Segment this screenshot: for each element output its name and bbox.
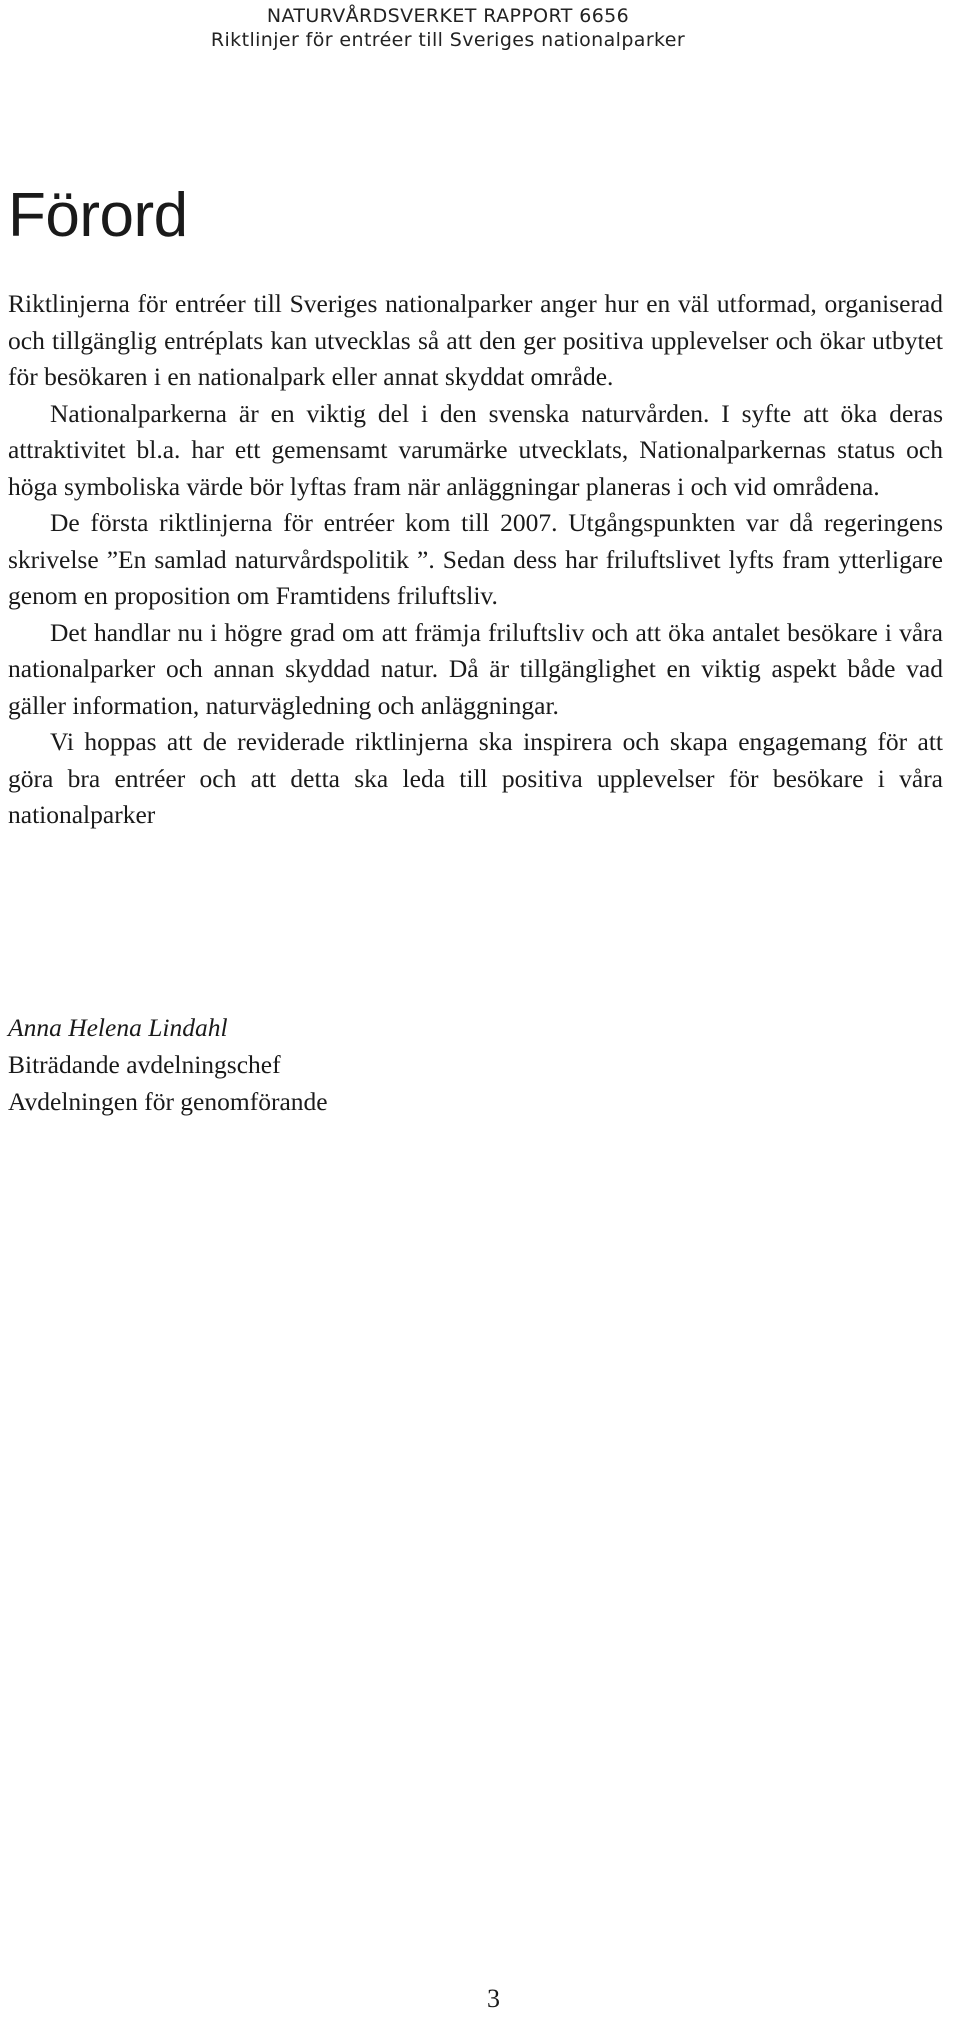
report-subtitle: Riktlinjer för entréer till Sveriges nationalparker <box>210 29 686 51</box>
paragraph: De första riktlinjerna för entréer kom till 2007. Utgångspunkten var då regeringens skrivelse ”En samlad naturvårdspolitik ”. Sedan dess har friluftslivet lyfts fram ytterligare genom en proposition om Framtidens friluftsliv. <box>8 508 943 610</box>
paragraph: Det handlar nu i högre grad om att främja friluftsliv och att öka antalet besökare i våra nationalparker och annan skyddad natur. Då är tillgänglighet en viktig aspekt både vad gäller information, naturvägledning och anläggningar. <box>8 617 943 720</box>
signatory-department: Avdelningen för genomförande <box>8 1087 328 1116</box>
signatory-role: Biträdande avdelningschef <box>8 1050 281 1079</box>
signatory-name: Anna Helena Lindahl <box>8 1013 228 1042</box>
paragraph: Riktlinjerna för entréer till Sveriges nationalparker anger hur en väl utformad, organiserad och tillgänglig entréplats kan utvecklas så att den ger positiva upplevelser och ökar utbytet för besökaren i en nationalpark eller annat skyddat område. <box>8 289 943 391</box>
page-number: 3 <box>487 1984 500 2013</box>
running-header <box>198 4 698 52</box>
paragraph: Nationalparkerna är en viktig del i den svenska naturvården. I syfte att öka deras attraktivitet bl.a. har ett gemensamt varumärke utvecklats, Nationalparkernas status och höga symboliska värde bör lyftas fram när anläggningar planeras i och vid områdena. <box>8 398 943 501</box>
page-title: Förord <box>8 181 188 250</box>
report-title: NATURVÅRDSVERKET RAPPORT 6656 <box>266 5 630 27</box>
signature-block <box>8 1009 328 1120</box>
paragraph: Vi hoppas att de reviderade riktlinjerna ska inspirera och skapa engagemang för att göra bra entréer och att detta ska leda till positiva upplevelser för besökare i våra nationalparker <box>8 727 943 829</box>
body-text <box>8 286 943 834</box>
